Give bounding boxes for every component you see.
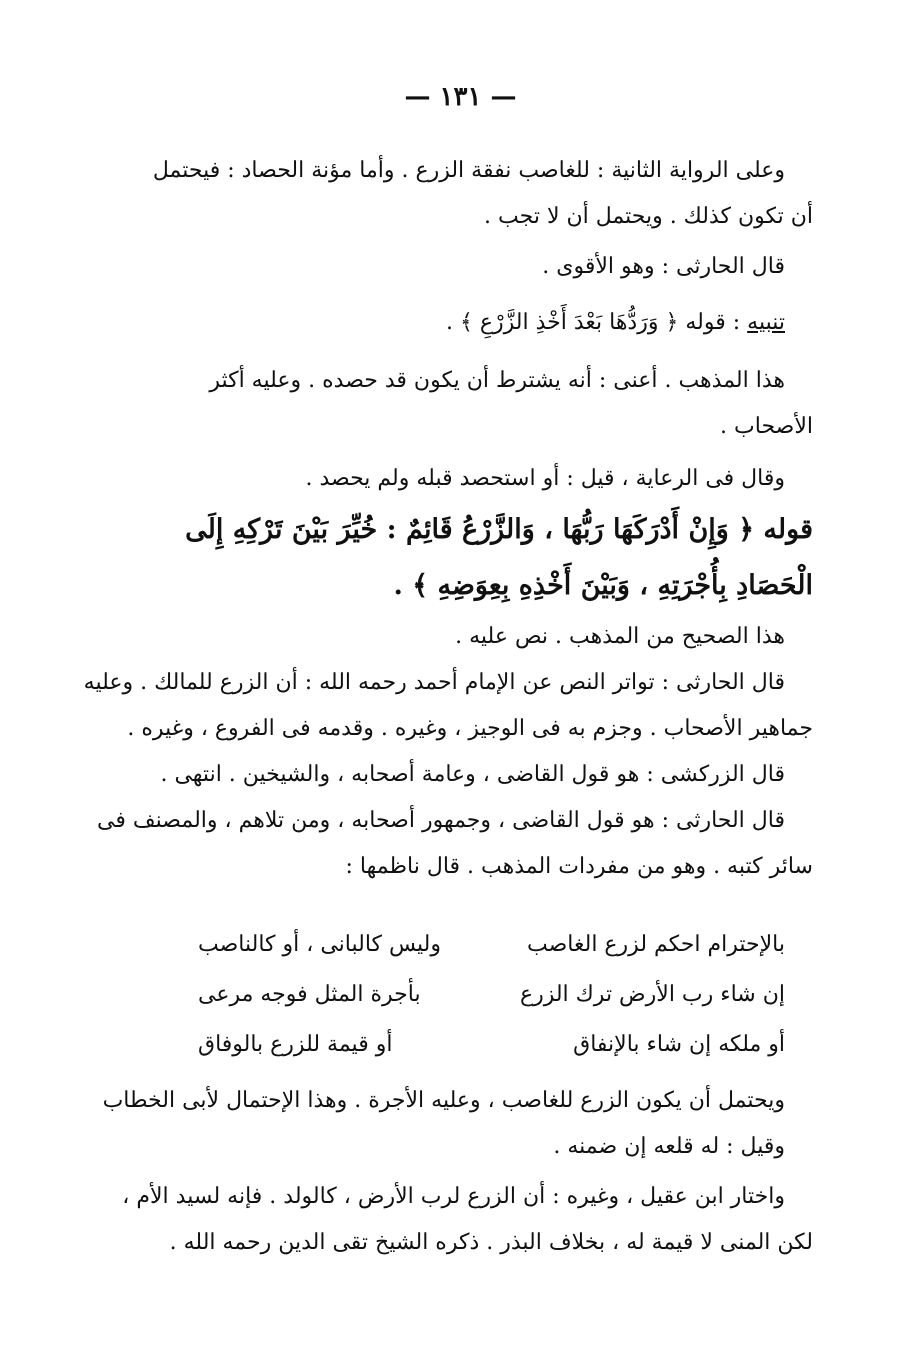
poem-hemistich-right: بالإحترام احكم لزرع الغاصب — [527, 932, 785, 957]
paragraph-line: جماهير الأصحاب . وجزم به فى الوجيز ، وغيره . وقدمه فى الفروع ، وغيره . — [127, 716, 813, 741]
paragraph-line: وعلى الرواية الثانية : للغاصب نفقة الزرع . وأما مؤنة الحصاد : فيحتمل — [152, 158, 785, 183]
body-text-upper — [83, 148, 813, 890]
paragraph-line: هذا المذهب . أعنى : أنه يشترط أن يكون قد حصده . وعليه أكثر — [209, 368, 785, 393]
poem-hemistich-right: إن شاء رب الأرض ترك الزرع — [519, 982, 785, 1007]
page-number: — ١٣١ — — [404, 82, 517, 112]
quote-line: الْحَصَادِ بِأُجْرَتِهِ ، وَبَيْنَ أَخْذِهِ بِعِوَضِهِ ﴾ . — [393, 570, 813, 601]
paragraph-line: قال الزركشى : هو قول القاضى ، وعامة أصحابه ، والشيخين . انتهى . — [160, 762, 785, 787]
paragraph-line: لكن المنى لا قيمة له ، بخلاف البذر . ذكره الشيخ تقى الدين رحمه الله . — [169, 1230, 813, 1255]
paragraph-line: قال الحارثى : تواتر النص عن الإمام أحمد رحمه الله : أن الزرع للمالك . وعليه — [83, 670, 785, 695]
quote-line: قوله ﴿ وَإِنْ أَدْرَكَهَا رَبُّهَا ، وَالزَّرْعُ قَائِمٌ : خُيِّرَ بَيْنَ تَرْكِهِ إِلَى — [185, 514, 813, 545]
paragraph-line: هذا الصحيح من المذهب . نص عليه . — [455, 624, 785, 649]
paragraph-line: قال الحارثى : هو قول القاضى ، وجمهور أصحابه ، ومن تلاهم ، والمصنف فى — [97, 808, 785, 833]
poem-verse — [168, 972, 813, 1018]
paragraph-line: سائر كتبه . وهو من مفردات المذهب . قال ناظمها : — [345, 854, 813, 879]
note-label: تنبيه — [747, 310, 785, 335]
poem — [168, 922, 813, 1068]
poem-hemistich-left: بأجرة المثل فوجه مرعى — [198, 982, 421, 1007]
paragraph-line: وقال فى الرعاية ، قيل : أو استحصد قبله ولم يحصد . — [305, 466, 785, 491]
note-text: : قوله ﴿ وَرَدُّهَا بَعْدَ أَخْذِ الزَّرْعِ ﴾ . — [446, 310, 741, 335]
body-text-lower — [102, 1078, 813, 1266]
paragraph-line: أن تكون كذلك . ويحتمل أن لا تجب . — [484, 204, 813, 229]
paragraph-line — [168, 300, 813, 346]
poem-hemistich-left: أو قيمة للزرع بالوفاق — [198, 1032, 393, 1057]
paragraph-line: قال الحارثى : وهو الأقوى . — [542, 254, 785, 279]
paragraph-line: ويحتمل أن يكون الزرع للغاصب ، وعليه الأجرة . وهذا الإحتمال لأبى الخطاب — [102, 1088, 785, 1113]
poem-verse — [168, 1022, 813, 1068]
paragraph-line: الأصحاب . — [720, 414, 813, 439]
paragraph-line: واختار ابن عقيل ، وغيره : أن الزرع لرب الأرض ، كالولد . فإنه لسيد الأم ، — [122, 1184, 785, 1209]
poem-hemistich-left: وليس كالبانى ، أو كالناصب — [198, 932, 442, 957]
poem-hemistich-right: أو ملكه إن شاء بالإنفاق — [573, 1032, 785, 1057]
paragraph-line: وقيل : له قلعه إن ضمنه . — [553, 1134, 785, 1159]
poem-verse — [168, 922, 813, 968]
